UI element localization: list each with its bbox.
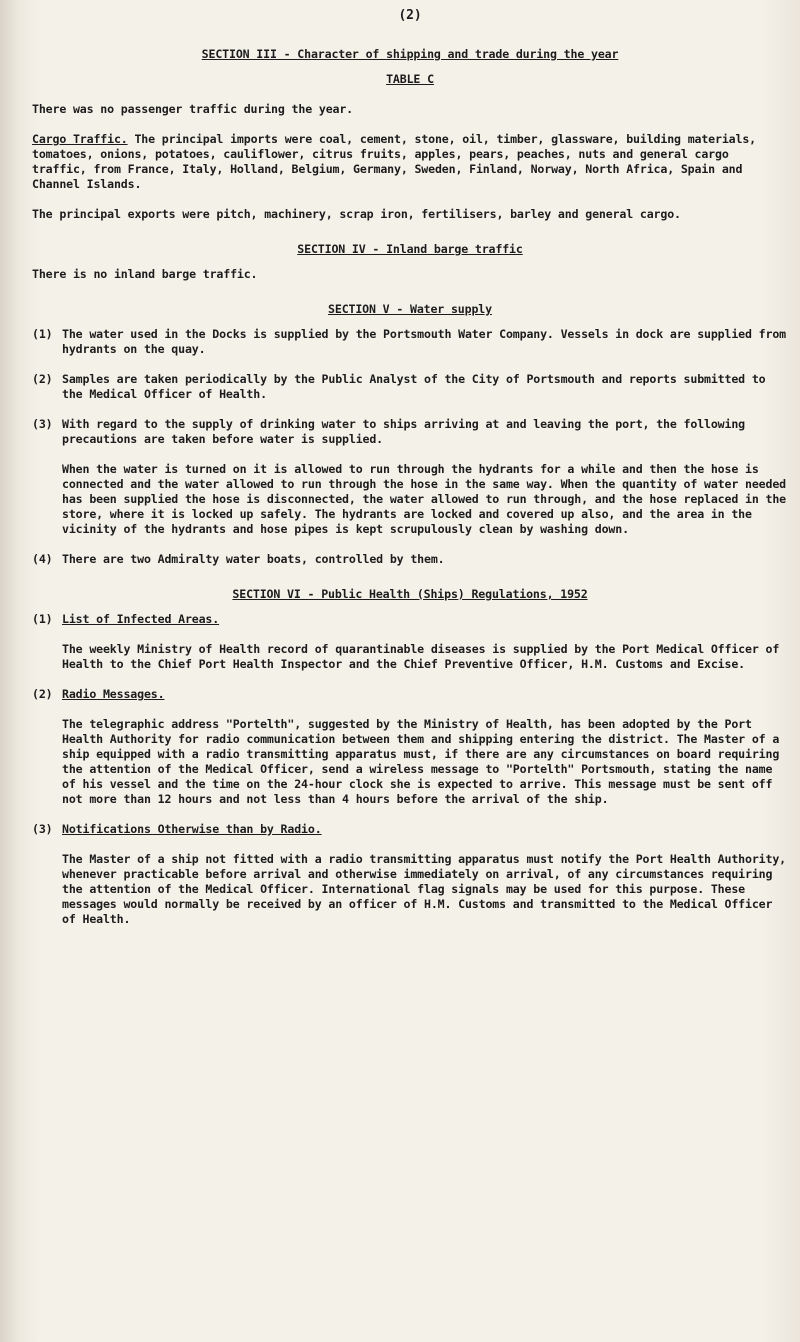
inland-barge-text: There is no inland barge traffic. — [32, 267, 258, 281]
cargo-traffic-text: The principal imports were coal, cement, stone, oil, timber, glassware, building materials, tomatoes, onions, potatoes, cauliflower, citrus fruits, apples, pears, peaches, nuts and general cargo traffic, from France, Italy, Holland, Belgium, Germany, Sweden, Finland, Norway, North Africa, Spain and Channel Islands. — [32, 132, 756, 191]
regulation-item-2 — [32, 687, 788, 702]
water-supply-item-1 — [32, 327, 788, 357]
item-text: The water used in the Docks is supplied by the Portsmouth Water Company. Vessels in dock are supplied from hydrants on the quay. — [62, 327, 786, 356]
exports-text: The principal exports were pitch, machinery, scrap iron, fertilisers, barley and general cargo. — [32, 207, 681, 221]
cargo-traffic-paragraph — [32, 132, 788, 192]
item-text: With regard to the supply of drinking water to ships arriving at and leaving the port, the following precautions are taken before water is supplied. — [62, 417, 746, 446]
item-number: (3) — [32, 417, 53, 431]
item-number: (2) — [32, 687, 53, 701]
notifications-text: The Master of a ship not fitted with a radio transmitting apparatus must notify the Port Health Authority, whenever practicable before arrival and otherwise immediately on arrival, of any circumstances requiring the attention of the Medical Officer. International flag signals may be used for this purpose. These messages would normally be received by an officer of H.M. Customs and transmitted to the Medical Officer of Health. — [62, 852, 786, 926]
regulation-item-1 — [32, 612, 788, 627]
item-text: Samples are taken periodically by the Public Analyst of the City of Portsmouth and reports submitted to the Medical Officer of Health. — [62, 372, 766, 401]
item-title: List of Infected Areas. — [62, 612, 220, 626]
item-title: Radio Messages. — [62, 687, 165, 701]
passenger-traffic-text: There was no passenger traffic during the year. — [32, 102, 354, 116]
item-number: (1) — [32, 612, 53, 626]
water-supply-item-4 — [32, 552, 788, 567]
document-body — [32, 8, 788, 927]
radio-messages-text: The telegraphic address "Portelth", suggested by the Ministry of Health, has been adopted by the Port Health Authority for radio communication between them and shipping entering the district. The Master of a ship equipped with a radio transmitting apparatus must, if there are any circumstances on board requiring the attention of the Medical Officer, send a wireless message to "Portelth" Portsmouth, stating the name of his vessel and the time on the 24-hour clock she is expected to arrive. This message must be sent off not more than 12 hours and not less than 4 hours before the arrival of the ship. — [62, 717, 780, 806]
item-title: Notifications Otherwise than by Radio. — [62, 822, 322, 836]
section-3-heading: SECTION III - Character of shipping and trade during the year — [201, 47, 619, 61]
water-precautions-text: When the water is turned on it is allowed to run through the hydrants for a while and then the hose is connected and the water allowed to run through the hose in the same way. When the quantity of water needed has been supplied the hose is disconnected, the water allowed to run through, and the hose replaced in the store, where it is locked up safely. The hydrants are locked and covered up also, and the area in the vicinity of the hydrants and hose pipes is kept scrupulously clean by washing down. — [62, 462, 786, 536]
section-6-heading: SECTION VI - Public Health (Ships) Regulations, 1952 — [232, 587, 588, 601]
item-number: (2) — [32, 372, 53, 386]
item-number: (1) — [32, 327, 53, 341]
item-number: (3) — [32, 822, 53, 836]
cargo-traffic-label: Cargo Traffic. — [32, 132, 128, 146]
section-4-heading: SECTION IV - Inland barge traffic — [297, 242, 523, 256]
page-number: (2) — [398, 8, 422, 23]
regulation-item-3 — [32, 822, 788, 837]
section-5-heading: SECTION V - Water supply — [328, 302, 492, 316]
table-label: TABLE C — [386, 72, 434, 86]
infected-areas-text: The weekly Ministry of Health record of quarantinable diseases is supplied by the Port Medical Officer of Health to the Chief Port Health Inspector and the Chief Preventive Officer, H.M. Customs and Excise. — [62, 642, 780, 671]
item-number: (4) — [32, 552, 53, 566]
water-supply-item-3 — [32, 417, 788, 447]
item-text: There are two Admiralty water boats, controlled by them. — [62, 552, 445, 566]
water-supply-item-2 — [32, 372, 788, 402]
